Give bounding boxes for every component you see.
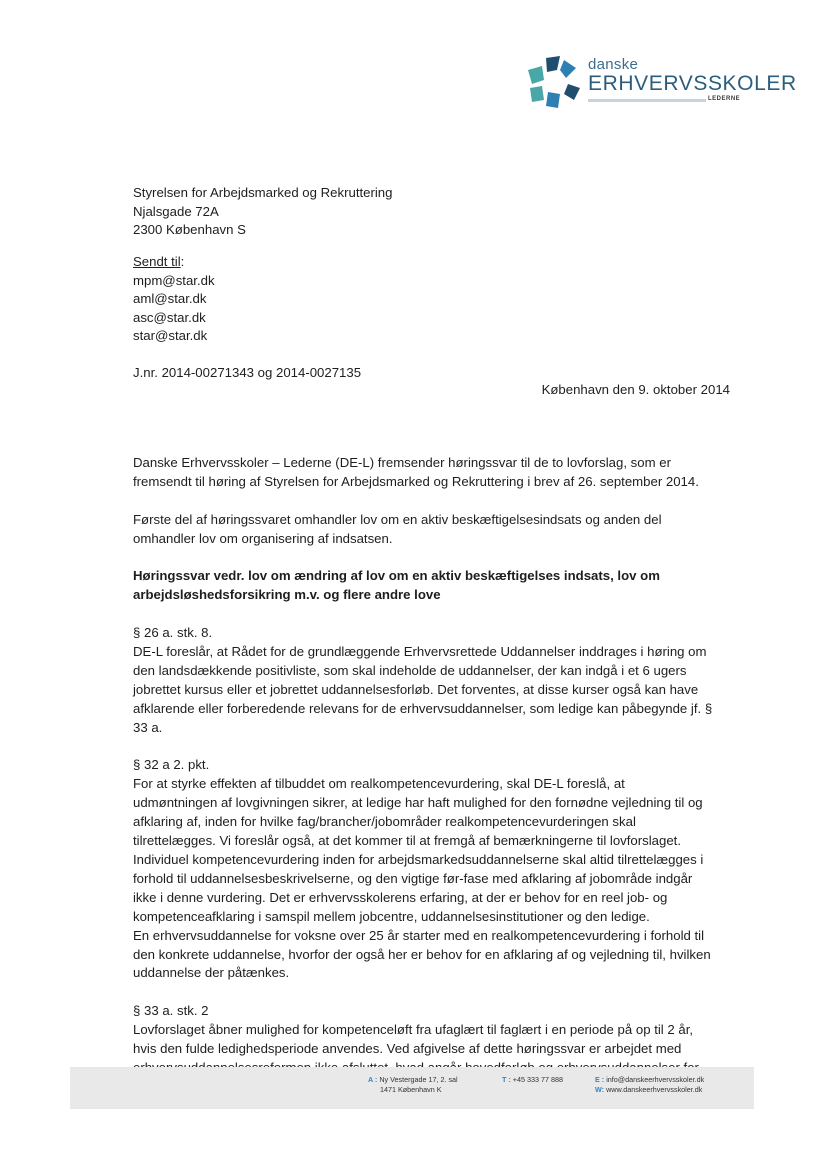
text-line: tilrettelægges. Vi foreslår også, at det kommer til at fremgå af bemærkningerne til lovforslaget. bbox=[133, 833, 682, 849]
text-line: Lovforslaget åbner mulighed for kompetenceløft fra ufaglært til faglært i en periode på op til 2 år, bbox=[133, 1022, 694, 1038]
section-title: § 32 a 2. pkt. bbox=[133, 757, 210, 773]
section-32a bbox=[133, 756, 743, 983]
logo-text-danske: danske bbox=[588, 56, 639, 73]
letter-date: København den 9. oktober 2014 bbox=[541, 382, 730, 397]
address-line: 1471 København K bbox=[380, 1084, 442, 1094]
logo-underline bbox=[588, 99, 706, 102]
address-line: Ny Vestergade 17, 2. sal bbox=[379, 1075, 458, 1084]
paragraph-intro bbox=[133, 454, 743, 492]
text-line: Individuel kompetencevurdering inden for arbejdsmarkedsuddannelserne skal altid tilrettelægges i bbox=[133, 851, 704, 867]
heading-line: arbejdsløshedsforsikring m.v. og flere andre love bbox=[133, 587, 441, 603]
text-line: fremsendt til høring af Styrelsen for Arbejdsmarked og Rekruttering i brev af 26. september 2014. bbox=[133, 473, 699, 489]
logo-mark-icon bbox=[524, 54, 584, 112]
text-line: En erhvervsuddannelse for voksne over 25 år starter med en realkompetencevurdering i forhold til bbox=[133, 927, 705, 943]
section-26a bbox=[133, 624, 743, 737]
recipient-line: 2300 København S bbox=[133, 222, 246, 237]
text-line: den landsdækkende positivliste, som skal indeholde de uddannelser, der kan indgå i et 6 ugers bbox=[133, 662, 687, 678]
journal-number: J.nr. 2014-00271343 og 2014-0027135 bbox=[133, 365, 362, 380]
sent-to-label: Sendt til bbox=[133, 254, 181, 269]
text-line: DE-L foreslår, at Rådet for de grundlæggende Erhvervsrettede Uddannelser inddrages i høring om bbox=[133, 644, 707, 660]
sent-to-email[interactable]: aml@star.dk bbox=[133, 291, 207, 306]
text-line: forhold til uddannelsesbeskrivelserne, og den vigtige før-fase med afklaring af jobområde indgår bbox=[133, 870, 693, 886]
text-line: 33 a. bbox=[133, 719, 163, 735]
organization-logo bbox=[524, 54, 797, 114]
text-line: kompetenceafklaring i samspil mellem jobcentre, uddannelsesinstitutioner og den ledige. bbox=[133, 908, 650, 924]
phone-number[interactable]: +45 333 77 888 bbox=[512, 1075, 563, 1084]
footer-contact bbox=[595, 1075, 704, 1094]
section-title: § 33 a. stk. 2 bbox=[133, 1003, 209, 1019]
recipient-line: Njalsgade 72A bbox=[133, 203, 219, 219]
address-key: A : bbox=[368, 1075, 378, 1084]
recipient-address bbox=[133, 184, 392, 240]
text-line: afklarende eller forberedende relevans for de erhvervsuddannelser, som ledige kan påbegynde jf. § bbox=[133, 700, 713, 716]
footer-address bbox=[368, 1075, 458, 1094]
text-line: afklaring af, inden for hvilke fag/brancher/jobområder realkompetencevurderingen skal bbox=[133, 814, 636, 830]
text-line: udmøntningen af lovgivningen sikrer, at ledige har haft mulighed for den fornødne vejledning til og bbox=[133, 795, 703, 811]
footer-phone bbox=[502, 1075, 563, 1085]
text-line: hvis den fulde ledighedsperiode anvendes. Ved afgivelse af dette høringssvar er arbejdet med bbox=[133, 1041, 682, 1057]
section-heading bbox=[133, 567, 743, 605]
text-line: uddannelse der påtænkes. bbox=[133, 965, 290, 981]
text-line: For at styrke effekten af tilbuddet om realkompetencevurdering, skal DE-L foreslå, at bbox=[133, 776, 625, 792]
text-line: omhandler lov om organisering af indsatsen. bbox=[133, 530, 393, 546]
text-line: Første del af høringssvaret omhandler lov om en aktiv beskæftigelsesindsats og anden del bbox=[133, 511, 662, 527]
sent-to-block: Sendt til: mpm@star.dk aml@star.dk asc@star.dk star@star.dk bbox=[133, 253, 215, 346]
text-line: den konkrete uddannelse, hvorfor der også her er behov for en afklaring af og vejledning til, hvilken bbox=[133, 946, 711, 962]
contact-footer bbox=[70, 1067, 754, 1109]
heading-line: Høringssvar vedr. lov om ændring af lov om en aktiv beskæftigelses indsats, lov om bbox=[133, 568, 660, 584]
section-title: § 26 a. stk. 8. bbox=[133, 625, 213, 641]
text-line: ikke i denne vurdering. Det er erhvervsskolerens erfaring, at der er behov for en reel job- og bbox=[133, 889, 668, 905]
sent-to-email[interactable]: asc@star.dk bbox=[133, 309, 206, 325]
logo-text-lederne: LEDERNE bbox=[708, 96, 741, 102]
logo-text-erhvervsskoler: ERHVERVSSKOLER bbox=[588, 72, 797, 95]
recipient-line: Styrelsen for Arbejdsmarked og Rekruttering bbox=[133, 185, 393, 200]
text-line: Danske Erhvervsskoler – Lederne (DE-L) fremsender høringssvar til de to lovforslag, som er bbox=[133, 455, 671, 470]
email-link[interactable]: info@danskeerhvervsskoler.dk bbox=[606, 1075, 705, 1084]
sent-to-email[interactable]: mpm@star.dk bbox=[133, 272, 215, 288]
text-line: jobrettet kursus eller et jobrettet uddannelsesforløb. Det forventes, at disse kurser også kan have bbox=[133, 681, 699, 697]
paragraph-scope bbox=[133, 511, 743, 549]
web-link[interactable]: www.danskeerhvervsskoler.dk bbox=[606, 1084, 703, 1094]
sent-to-email[interactable]: star@star.dk bbox=[133, 328, 208, 343]
letter-body bbox=[133, 454, 743, 1078]
web-key: W: bbox=[595, 1084, 605, 1094]
phone-key: T : bbox=[502, 1075, 511, 1084]
email-key: E : bbox=[595, 1075, 605, 1084]
